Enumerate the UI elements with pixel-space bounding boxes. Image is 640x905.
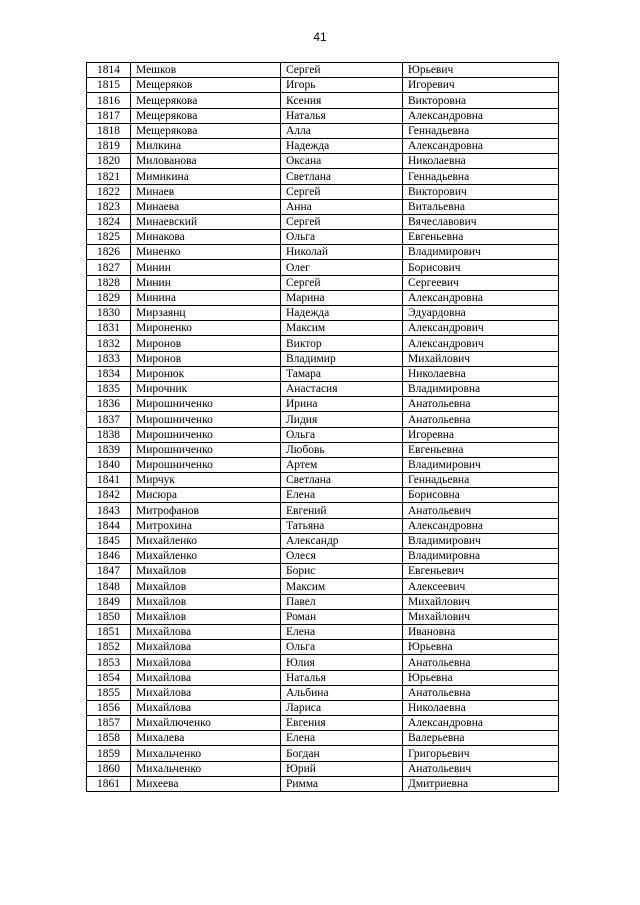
- row-number-cell: 1857: [87, 716, 131, 731]
- row-number-cell: 1822: [87, 184, 131, 199]
- first-name-cell: Тамара: [281, 366, 403, 381]
- row-number-cell: 1837: [87, 412, 131, 427]
- last-name-cell: Минин: [131, 260, 281, 275]
- first-name-cell: Виктор: [281, 336, 403, 351]
- patronymic-cell: Евгеньевна: [403, 230, 559, 245]
- patronymic-cell: Александровна: [403, 716, 559, 731]
- patronymic-cell: Игоревна: [403, 427, 559, 442]
- first-name-cell: Любовь: [281, 442, 403, 457]
- row-number-cell: 1858: [87, 731, 131, 746]
- last-name-cell: Михалева: [131, 731, 281, 746]
- table-row: [87, 609, 559, 624]
- table-row: [87, 245, 559, 260]
- first-name-cell: Ольга: [281, 427, 403, 442]
- row-number-cell: 1827: [87, 260, 131, 275]
- last-name-cell: Минаевский: [131, 214, 281, 229]
- last-name-cell: Минаев: [131, 184, 281, 199]
- row-number-cell: 1825: [87, 230, 131, 245]
- first-name-cell: Елена: [281, 488, 403, 503]
- patronymic-cell: Анатольевна: [403, 685, 559, 700]
- patronymic-cell: Александровна: [403, 138, 559, 153]
- patronymic-cell: Сергеевич: [403, 275, 559, 290]
- last-name-cell: Мещерякова: [131, 108, 281, 123]
- first-name-cell: Наталья: [281, 670, 403, 685]
- patronymic-cell: Александровна: [403, 518, 559, 533]
- row-number-cell: 1828: [87, 275, 131, 290]
- row-number-cell: 1823: [87, 199, 131, 214]
- last-name-cell: Михальченко: [131, 746, 281, 761]
- table-row: [87, 412, 559, 427]
- patronymic-cell: Вячеславович: [403, 214, 559, 229]
- table-row: [87, 63, 559, 78]
- row-number-cell: 1854: [87, 670, 131, 685]
- table-row: [87, 716, 559, 731]
- table-row: [87, 306, 559, 321]
- first-name-cell: Сергей: [281, 184, 403, 199]
- last-name-cell: Мирчук: [131, 473, 281, 488]
- row-number-cell: 1815: [87, 78, 131, 93]
- patronymic-cell: Владимировна: [403, 381, 559, 396]
- table-row: [87, 199, 559, 214]
- roster-table-body: [87, 63, 559, 792]
- first-name-cell: Оксана: [281, 154, 403, 169]
- table-row: [87, 381, 559, 396]
- last-name-cell: Миронов: [131, 336, 281, 351]
- last-name-cell: Михайленко: [131, 549, 281, 564]
- row-number-cell: 1850: [87, 609, 131, 624]
- patronymic-cell: Юрьевна: [403, 670, 559, 685]
- first-name-cell: Юрий: [281, 761, 403, 776]
- first-name-cell: Роман: [281, 609, 403, 624]
- last-name-cell: Михайлюченко: [131, 716, 281, 731]
- row-number-cell: 1834: [87, 366, 131, 381]
- table-row: [87, 670, 559, 685]
- last-name-cell: Милкина: [131, 138, 281, 153]
- last-name-cell: Минакова: [131, 230, 281, 245]
- first-name-cell: Ксения: [281, 93, 403, 108]
- first-name-cell: Ольга: [281, 230, 403, 245]
- first-name-cell: Анастасия: [281, 381, 403, 396]
- first-name-cell: Светлана: [281, 473, 403, 488]
- last-name-cell: Мирошниченко: [131, 442, 281, 457]
- first-name-cell: Владимир: [281, 351, 403, 366]
- row-number-cell: 1831: [87, 321, 131, 336]
- table-row: [87, 624, 559, 639]
- row-number-cell: 1842: [87, 488, 131, 503]
- first-name-cell: Надежда: [281, 306, 403, 321]
- table-row: [87, 78, 559, 93]
- first-name-cell: Максим: [281, 579, 403, 594]
- table-row: [87, 321, 559, 336]
- row-number-cell: 1824: [87, 214, 131, 229]
- patronymic-cell: Анатольевич: [403, 503, 559, 518]
- last-name-cell: Минаева: [131, 199, 281, 214]
- last-name-cell: Михайлова: [131, 670, 281, 685]
- row-number-cell: 1846: [87, 549, 131, 564]
- patronymic-cell: Дмитриевна: [403, 776, 559, 791]
- last-name-cell: Митрофанов: [131, 503, 281, 518]
- first-name-cell: Сергей: [281, 275, 403, 290]
- first-name-cell: Анна: [281, 199, 403, 214]
- table-row: [87, 123, 559, 138]
- row-number-cell: 1832: [87, 336, 131, 351]
- table-row: [87, 397, 559, 412]
- row-number-cell: 1860: [87, 761, 131, 776]
- first-name-cell: Ирина: [281, 397, 403, 412]
- last-name-cell: Мирзаянц: [131, 306, 281, 321]
- row-number-cell: 1840: [87, 457, 131, 472]
- last-name-cell: Михайлова: [131, 700, 281, 715]
- row-number-cell: 1848: [87, 579, 131, 594]
- first-name-cell: Римма: [281, 776, 403, 791]
- first-name-cell: Евгений: [281, 503, 403, 518]
- patronymic-cell: Александрович: [403, 321, 559, 336]
- first-name-cell: Татьяна: [281, 518, 403, 533]
- patronymic-cell: Александровна: [403, 290, 559, 305]
- table-row: [87, 154, 559, 169]
- patronymic-cell: Евгеньевич: [403, 564, 559, 579]
- row-number-cell: 1855: [87, 685, 131, 700]
- patronymic-cell: Владимирович: [403, 457, 559, 472]
- last-name-cell: Миронов: [131, 351, 281, 366]
- last-name-cell: Михайлов: [131, 609, 281, 624]
- patronymic-cell: Александрович: [403, 336, 559, 351]
- table-row: [87, 488, 559, 503]
- table-row: [87, 275, 559, 290]
- last-name-cell: Мисюра: [131, 488, 281, 503]
- table-row: [87, 761, 559, 776]
- patronymic-cell: Михайлович: [403, 351, 559, 366]
- row-number-cell: 1829: [87, 290, 131, 305]
- first-name-cell: Наталья: [281, 108, 403, 123]
- row-number-cell: 1814: [87, 63, 131, 78]
- last-name-cell: Миронюк: [131, 366, 281, 381]
- patronymic-cell: Юрьевич: [403, 63, 559, 78]
- table-row: [87, 518, 559, 533]
- row-number-cell: 1835: [87, 381, 131, 396]
- last-name-cell: Михайлов: [131, 594, 281, 609]
- first-name-cell: Светлана: [281, 169, 403, 184]
- row-number-cell: 1859: [87, 746, 131, 761]
- row-number-cell: 1841: [87, 473, 131, 488]
- table-row: [87, 700, 559, 715]
- table-row: [87, 290, 559, 305]
- last-name-cell: Мещерякова: [131, 93, 281, 108]
- row-number-cell: 1836: [87, 397, 131, 412]
- patronymic-cell: Евгеньевна: [403, 442, 559, 457]
- last-name-cell: Михайлова: [131, 640, 281, 655]
- row-number-cell: 1856: [87, 700, 131, 715]
- roster-table: [86, 62, 559, 792]
- row-number-cell: 1819: [87, 138, 131, 153]
- first-name-cell: Марина: [281, 290, 403, 305]
- table-row: [87, 457, 559, 472]
- table-row: [87, 473, 559, 488]
- last-name-cell: Митрохина: [131, 518, 281, 533]
- last-name-cell: Минина: [131, 290, 281, 305]
- patronymic-cell: Александровна: [403, 108, 559, 123]
- first-name-cell: Сергей: [281, 214, 403, 229]
- patronymic-cell: Витальевна: [403, 199, 559, 214]
- last-name-cell: Мешков: [131, 63, 281, 78]
- last-name-cell: Миненко: [131, 245, 281, 260]
- table-row: [87, 731, 559, 746]
- row-number-cell: 1830: [87, 306, 131, 321]
- patronymic-cell: Геннадьевна: [403, 123, 559, 138]
- table-row: [87, 442, 559, 457]
- row-number-cell: 1849: [87, 594, 131, 609]
- patronymic-cell: Владимировна: [403, 549, 559, 564]
- row-number-cell: 1861: [87, 776, 131, 791]
- first-name-cell: Лидия: [281, 412, 403, 427]
- row-number-cell: 1833: [87, 351, 131, 366]
- patronymic-cell: Ивановна: [403, 624, 559, 639]
- last-name-cell: Михайлов: [131, 579, 281, 594]
- table-row: [87, 230, 559, 245]
- table-row: [87, 655, 559, 670]
- table-row: [87, 214, 559, 229]
- last-name-cell: Михайлова: [131, 624, 281, 639]
- row-number-cell: 1852: [87, 640, 131, 655]
- patronymic-cell: Эдуардовна: [403, 306, 559, 321]
- table-row: [87, 351, 559, 366]
- last-name-cell: Михайлов: [131, 564, 281, 579]
- row-number-cell: 1838: [87, 427, 131, 442]
- table-row: [87, 533, 559, 548]
- row-number-cell: 1821: [87, 169, 131, 184]
- table-row: [87, 776, 559, 791]
- patronymic-cell: Викторович: [403, 184, 559, 199]
- first-name-cell: Павел: [281, 594, 403, 609]
- first-name-cell: Артем: [281, 457, 403, 472]
- first-name-cell: Алла: [281, 123, 403, 138]
- first-name-cell: Игорь: [281, 78, 403, 93]
- table-row: [87, 594, 559, 609]
- row-number-cell: 1818: [87, 123, 131, 138]
- last-name-cell: Мирошниченко: [131, 412, 281, 427]
- table-row: [87, 260, 559, 275]
- first-name-cell: Ольга: [281, 640, 403, 655]
- table-row: [87, 640, 559, 655]
- row-number-cell: 1847: [87, 564, 131, 579]
- table-row: [87, 579, 559, 594]
- patronymic-cell: Николаевна: [403, 154, 559, 169]
- row-number-cell: 1851: [87, 624, 131, 639]
- patronymic-cell: Владимирович: [403, 245, 559, 260]
- page-number: 41: [313, 30, 327, 44]
- table-row: [87, 427, 559, 442]
- last-name-cell: Михеева: [131, 776, 281, 791]
- row-number-cell: 1816: [87, 93, 131, 108]
- first-name-cell: Юлия: [281, 655, 403, 670]
- first-name-cell: Елена: [281, 731, 403, 746]
- first-name-cell: Сергей: [281, 63, 403, 78]
- first-name-cell: Олеся: [281, 549, 403, 564]
- table-row: [87, 184, 559, 199]
- first-name-cell: Лариса: [281, 700, 403, 715]
- table-row: [87, 336, 559, 351]
- patronymic-cell: Геннадьевна: [403, 473, 559, 488]
- patronymic-cell: Григорьевич: [403, 746, 559, 761]
- row-number-cell: 1843: [87, 503, 131, 518]
- patronymic-cell: Геннадьевна: [403, 169, 559, 184]
- last-name-cell: Михальченко: [131, 761, 281, 776]
- row-number-cell: 1817: [87, 108, 131, 123]
- row-number-cell: 1844: [87, 518, 131, 533]
- table-row: [87, 746, 559, 761]
- first-name-cell: Олег: [281, 260, 403, 275]
- last-name-cell: Михайлова: [131, 685, 281, 700]
- patronymic-cell: Николаевна: [403, 700, 559, 715]
- first-name-cell: Елена: [281, 624, 403, 639]
- first-name-cell: Богдан: [281, 746, 403, 761]
- first-name-cell: Александр: [281, 533, 403, 548]
- patronymic-cell: Анатольевич: [403, 761, 559, 776]
- patronymic-cell: Анатольевна: [403, 412, 559, 427]
- table-row: [87, 138, 559, 153]
- patronymic-cell: Николаевна: [403, 366, 559, 381]
- first-name-cell: Максим: [281, 321, 403, 336]
- row-number-cell: 1845: [87, 533, 131, 548]
- row-number-cell: 1826: [87, 245, 131, 260]
- row-number-cell: 1820: [87, 154, 131, 169]
- row-number-cell: 1853: [87, 655, 131, 670]
- first-name-cell: Евгения: [281, 716, 403, 731]
- patronymic-cell: Игоревич: [403, 78, 559, 93]
- last-name-cell: Михайленко: [131, 533, 281, 548]
- patronymic-cell: Борисовна: [403, 488, 559, 503]
- patronymic-cell: Борисович: [403, 260, 559, 275]
- patronymic-cell: Валерьевна: [403, 731, 559, 746]
- first-name-cell: Надежда: [281, 138, 403, 153]
- last-name-cell: Михайлова: [131, 655, 281, 670]
- last-name-cell: Мирошниченко: [131, 427, 281, 442]
- patronymic-cell: Михайлович: [403, 594, 559, 609]
- last-name-cell: Мироненко: [131, 321, 281, 336]
- table-row: [87, 685, 559, 700]
- last-name-cell: Минин: [131, 275, 281, 290]
- first-name-cell: Борис: [281, 564, 403, 579]
- patronymic-cell: Юрьевна: [403, 640, 559, 655]
- last-name-cell: Мирошниченко: [131, 457, 281, 472]
- patronymic-cell: Анатольевна: [403, 655, 559, 670]
- table-row: [87, 108, 559, 123]
- last-name-cell: Мирошниченко: [131, 397, 281, 412]
- table-row: [87, 169, 559, 184]
- last-name-cell: Мирочник: [131, 381, 281, 396]
- patronymic-cell: Владимирович: [403, 533, 559, 548]
- patronymic-cell: Алексеевич: [403, 579, 559, 594]
- last-name-cell: Милованова: [131, 154, 281, 169]
- patronymic-cell: Михайлович: [403, 609, 559, 624]
- last-name-cell: Мимикина: [131, 169, 281, 184]
- first-name-cell: Альбина: [281, 685, 403, 700]
- last-name-cell: Мещеряков: [131, 78, 281, 93]
- last-name-cell: Мещерякова: [131, 123, 281, 138]
- table-row: [87, 503, 559, 518]
- patronymic-cell: Анатольевна: [403, 397, 559, 412]
- first-name-cell: Николай: [281, 245, 403, 260]
- table-row: [87, 564, 559, 579]
- patronymic-cell: Викторовна: [403, 93, 559, 108]
- table-row: [87, 366, 559, 381]
- table-row: [87, 549, 559, 564]
- table-row: [87, 93, 559, 108]
- row-number-cell: 1839: [87, 442, 131, 457]
